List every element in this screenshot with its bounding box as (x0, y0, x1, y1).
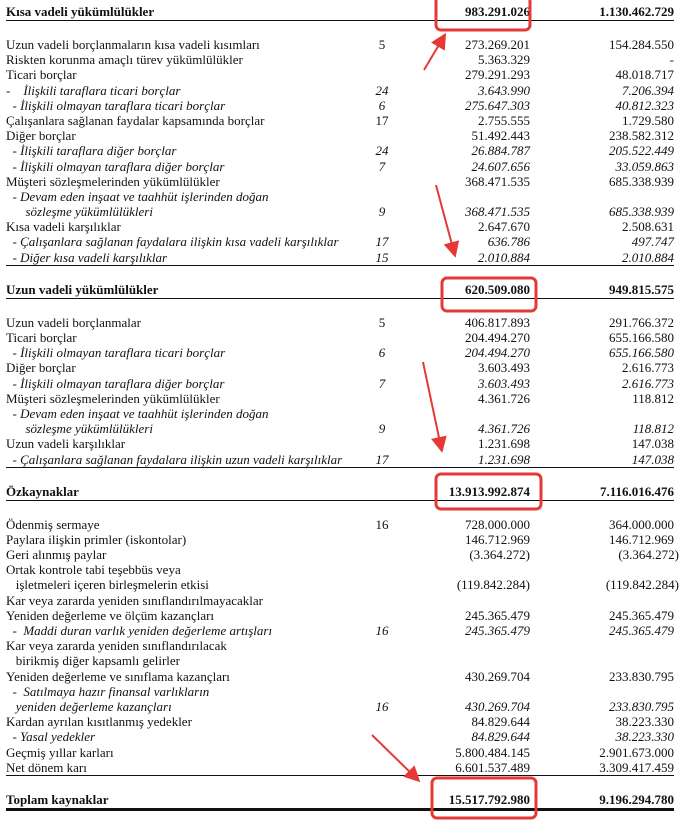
table-row (6, 174, 674, 189)
row-label: Paylara ilişkin primler (iskontolar) (6, 531, 187, 547)
table-row (6, 669, 674, 684)
current-period-value: 51.492.443 (471, 128, 530, 144)
note-number: 17 (375, 112, 389, 128)
prior-period-total: 9.196.294.780 (599, 791, 674, 807)
table-row (6, 345, 674, 360)
row-label: Geçmiş yıllar karları (6, 744, 114, 760)
note-number (361, 547, 403, 562)
row-label: - Devam eden inşaat ve taahhüt işlerinden doğan (6, 405, 269, 421)
prior-period-value (530, 684, 674, 699)
note-number: 5 (378, 314, 386, 330)
note-cell (361, 4, 403, 20)
row-label: Diğer borçlar (6, 128, 76, 144)
row-label: sözleşme yükümlülükleri (6, 204, 153, 220)
note-number (361, 330, 403, 345)
table-row (6, 608, 674, 623)
note-number: 24 (375, 82, 389, 98)
table-row (6, 204, 674, 219)
spacer (6, 776, 674, 792)
table-row (6, 593, 674, 608)
note-number (361, 128, 403, 143)
prior-period-value: 205.522.449 (609, 143, 674, 159)
prior-period-value: 1.729.580 (622, 112, 674, 128)
note-number (361, 593, 403, 608)
note-number: 9 (378, 421, 386, 437)
table-row (6, 421, 674, 436)
note-number (361, 714, 403, 729)
balance-sheet-liabilities-equity (6, 4, 679, 811)
current-period-value: 5.800.484.145 (455, 744, 530, 760)
row-label: - Devam eden inşaat ve taahhüt işlerinden doğan (6, 188, 269, 204)
spacer (6, 21, 674, 37)
prior-period-value: 3.309.417.459 (599, 759, 674, 775)
section-rows (6, 315, 674, 468)
row-label: Uzun vadeli karşılıklar (6, 436, 126, 452)
note-number (361, 577, 403, 592)
current-period-value: 1.231.698 (478, 436, 530, 452)
note-number: 16 (375, 623, 389, 638)
row-label: - İlişkili taraflara ticari borçlar (6, 82, 181, 98)
current-period-value: 1.231.698 (478, 451, 530, 467)
row-label: - İlişkili olmayan taraflara ticari borçlar (6, 345, 226, 361)
prior-period-value: 245.365.479 (609, 607, 674, 623)
current-period-value: 273.269.201 (465, 37, 530, 52)
row-label: Müşteri sözleşmelerinden yükümlülükler (6, 173, 220, 189)
note-number: 5 (378, 37, 386, 52)
row-label: Ortak kontrole tabi teşebbüs veya (6, 562, 181, 578)
current-period-value (403, 653, 530, 668)
total-row (6, 792, 674, 811)
table-row (6, 577, 679, 593)
section-title: Kısa vadeli yükümlülükler (6, 4, 155, 19)
section-title: Uzun vadeli yükümlülükler (6, 281, 159, 297)
row-label: Ticari borçlar (6, 67, 77, 83)
prior-period-value: 147.038 (631, 451, 674, 467)
table-row (6, 684, 674, 699)
prior-period-value: 685.338.939 (609, 204, 674, 220)
prior-period-value: 2.901.673.000 (599, 744, 674, 760)
note-number: 16 (375, 698, 389, 714)
current-period-value: 2.010.884 (478, 249, 530, 265)
prior-period-value: 2.508.631 (622, 219, 674, 235)
row-label: Riskten korunma amaçlı türev yükümlülükler (6, 52, 243, 68)
section-rows (6, 516, 679, 776)
prior-period-value: 238.582.312 (609, 128, 674, 144)
current-period-value: 4.361.726 (478, 390, 530, 406)
row-label: Kısa vadeli karşılıklar (6, 219, 121, 235)
prior-period-value: 146.712.969 (609, 531, 674, 547)
prior-period-value: 118.812 (632, 421, 674, 437)
current-period-value: (119.842.284) (456, 577, 530, 593)
table-row (6, 406, 674, 421)
table-row (6, 143, 674, 158)
prior-period-value: 147.038 (631, 436, 674, 452)
current-period-value: 4.361.726 (478, 421, 530, 437)
current-period-value: 2.647.670 (478, 219, 530, 235)
current-period-value: (3.364.272) (469, 547, 530, 563)
table-row (6, 517, 674, 532)
note-number (361, 360, 403, 375)
row-label: - Diğer kısa vadeli karşılıklar (6, 249, 168, 265)
prior-period-value: 233.830.795 (609, 668, 674, 684)
current-period-total: 15.517.792.980 (448, 791, 530, 807)
row-label: Diğer borçlar (6, 360, 76, 376)
current-period-value: 146.712.969 (465, 531, 530, 547)
table-row (6, 52, 674, 67)
current-period-value: 84.829.644 (471, 729, 530, 745)
current-period-value (403, 684, 530, 699)
table-row (6, 532, 674, 547)
note-number: 16 (375, 516, 389, 532)
table-row (6, 562, 674, 577)
prior-period-value: 233.830.795 (609, 698, 674, 714)
row-label: Ticari borçlar (6, 330, 77, 345)
table-row (6, 729, 674, 744)
section-rows (6, 37, 674, 266)
prior-period-value: 7.206.394 (622, 82, 674, 98)
row-label: Ödenmiş sermaye (6, 516, 100, 532)
prior-period-value: 48.018.717 (615, 67, 674, 83)
note-number (361, 638, 403, 653)
current-period-value (403, 562, 530, 577)
table-row (6, 83, 674, 98)
prior-period-total: 949.815.575 (609, 281, 674, 297)
prior-period-value: 33.059.863 (615, 158, 674, 174)
current-period-value: 3.603.493 (478, 375, 530, 391)
prior-period-value: 38.223.330 (615, 729, 674, 745)
row-label: işletmeleri içeren birleşmelerin etkisi (6, 577, 209, 593)
note-number: 7 (378, 375, 386, 391)
note-number: 15 (375, 249, 389, 265)
table-row (6, 760, 674, 775)
note-number: 7 (378, 158, 386, 174)
spacer (6, 266, 674, 282)
row-label: Yeniden değerleme ve sınıflama kazançları (6, 668, 230, 684)
prior-period-value (530, 593, 674, 608)
table-row (6, 189, 674, 204)
row-label: - Çalışanlara sağlanan faydalara ilişkin uzun vadeli karşılıklar (6, 451, 343, 467)
current-period-value: 204.494.270 (465, 345, 530, 361)
current-period-value: 279.291.293 (465, 67, 530, 83)
prior-period-value (530, 406, 674, 421)
table-row (6, 699, 674, 714)
row-label: - Maddi duran varlık yeniden değerleme artışları (6, 623, 273, 638)
table-row (6, 330, 674, 345)
note-number (361, 406, 403, 421)
current-period-value: 728.000.000 (465, 516, 530, 532)
prior-period-value: - (669, 52, 674, 68)
row-label: - Satılmaya hazır finansal varlıkların (6, 683, 210, 699)
section-title: Toplam kaynaklar (6, 791, 109, 807)
current-period-value: 245.365.479 (465, 623, 530, 638)
current-period-value: 3.643.990 (478, 82, 530, 98)
current-period-value: 3.603.493 (478, 360, 530, 376)
current-period-value: 24.607.656 (471, 158, 530, 174)
table-row (6, 452, 674, 467)
note-number (361, 729, 403, 744)
prior-period-value (530, 189, 674, 204)
note-number (361, 745, 403, 760)
table-row (6, 113, 674, 128)
prior-period-value: 40.812.323 (615, 97, 674, 113)
row-label: Uzun vadeli borçlanmalar (6, 314, 141, 330)
note-number (361, 391, 403, 406)
note-number: 24 (375, 143, 389, 159)
current-period-value (403, 593, 530, 608)
table-row (6, 219, 674, 234)
prior-period-value: 38.223.330 (615, 714, 674, 730)
current-period-value: 5.363.329 (478, 52, 530, 68)
prior-period-total: 7.116.016.476 (599, 483, 674, 499)
table-row (6, 159, 674, 174)
table-row (6, 67, 674, 82)
table-row (6, 714, 674, 729)
row-label: Net dönem karı (6, 759, 87, 775)
spacer (6, 299, 674, 315)
note-number (361, 174, 403, 189)
row-label: Çalışanlara sağlanan faydalar kapsamında borçlar (6, 112, 265, 128)
row-label: - İlişkili olmayan taraflara diğer borçlar (6, 158, 225, 174)
table-row (6, 98, 674, 113)
row-label: sözleşme yükümlülükleri (6, 421, 153, 437)
table-row (6, 376, 674, 391)
note-number (361, 189, 403, 204)
table-row (6, 234, 674, 249)
note-cell (361, 792, 403, 808)
table-row (6, 547, 679, 563)
section-title: Özkaynaklar (6, 483, 79, 499)
note-number: 17 (375, 451, 389, 467)
table-row (6, 315, 674, 330)
prior-period-value: 2.616.773 (622, 375, 674, 391)
prior-period-value: 245.365.479 (609, 623, 674, 638)
row-label: Müşteri sözleşmelerinden yükümlülükler (6, 390, 220, 406)
current-period-value: 2.755.555 (478, 112, 530, 128)
row-label: Kar veya zararda yeniden sınıflandırılmayacaklar (6, 592, 263, 608)
note-number (361, 52, 403, 67)
table-row (6, 391, 674, 406)
current-period-value: 368.471.535 (465, 204, 530, 220)
note-number: 6 (378, 345, 386, 361)
note-number (361, 653, 403, 668)
prior-period-value: 291.766.372 (609, 314, 674, 330)
prior-period-value: 685.338.939 (609, 173, 674, 189)
prior-period-value: (3.364.272) (618, 547, 679, 563)
note-number (361, 669, 403, 684)
table-row (6, 360, 674, 375)
prior-period-value: 118.812 (632, 390, 674, 406)
prior-period-total: 1.130.462.729 (599, 4, 674, 19)
spacer (6, 501, 674, 517)
current-period-value: 275.647.303 (465, 97, 530, 113)
note-number (361, 608, 403, 623)
prior-period-value: 154.284.550 (609, 37, 674, 52)
row-label: Kardan ayrılan kısıtlanmış yedekler (6, 714, 192, 730)
current-period-value: 6.601.537.489 (455, 759, 530, 775)
note-number (361, 67, 403, 82)
row-label: Yeniden değerleme ve ölçüm kazançları (6, 607, 215, 623)
prior-period-value: 2.010.884 (622, 249, 674, 265)
table-row (6, 128, 674, 143)
current-period-value: 245.365.479 (465, 607, 530, 623)
note-number (361, 760, 403, 775)
note-number (361, 684, 403, 699)
note-number: 6 (378, 97, 386, 113)
current-period-value (403, 406, 530, 421)
current-period-value: 636.786 (487, 234, 530, 250)
prior-period-value (530, 653, 674, 668)
current-period-value: 430.269.704 (465, 698, 530, 714)
prior-period-value: 364.000.000 (609, 516, 674, 532)
prior-period-value (530, 638, 674, 653)
current-period-value: 430.269.704 (465, 668, 530, 684)
note-number (361, 532, 403, 547)
note-cell (361, 282, 403, 298)
table-row (6, 638, 674, 653)
table-row (6, 623, 674, 638)
row-label: - İlişkili olmayan taraflara ticari borçlar (6, 97, 226, 113)
current-period-value: 406.817.893 (465, 314, 530, 330)
current-period-total: 13.913.992.874 (448, 483, 530, 499)
note-number (361, 562, 403, 577)
row-label: - İlişkili olmayan taraflara diğer borçlar (6, 375, 225, 391)
current-period-value: 204.494.270 (465, 330, 530, 345)
row-label: - Yasal yedekler (6, 729, 96, 745)
table-row (6, 37, 674, 52)
note-number (361, 219, 403, 234)
prior-period-value: (119.842.284) (605, 577, 679, 593)
table-row (6, 653, 674, 668)
row-label: - Çalışanlara sağlanan faydalara ilişkin kısa vadeli karşılıklar (6, 234, 339, 250)
table-row (6, 436, 674, 451)
current-period-total: 983.291.026 (465, 4, 530, 19)
section-header (6, 484, 674, 501)
row-label: - İlişkili taraflara diğer borçlar (6, 143, 177, 159)
note-number (361, 436, 403, 451)
current-period-total: 620.509.080 (465, 281, 530, 297)
note-number: 17 (375, 234, 389, 250)
prior-period-value: 497.747 (631, 234, 674, 250)
row-label: birikmiş diğer kapsamlı gelirler (6, 653, 181, 669)
prior-period-value: 2.616.773 (622, 360, 674, 376)
row-label: yeniden değerleme kazançları (6, 698, 172, 714)
table-row (6, 250, 674, 265)
table-row (6, 745, 674, 760)
row-label: Geri alınmış paylar (6, 547, 107, 563)
row-label: Kar veya zararda yeniden sınıflandırılacak (6, 638, 227, 654)
row-label: Uzun vadeli borçlanmaların kısa vadeli kısımları (6, 37, 260, 52)
current-period-value: 368.471.535 (465, 173, 530, 189)
current-period-value (403, 638, 530, 653)
spacer (6, 468, 674, 484)
current-period-value (403, 189, 530, 204)
current-period-value: 84.829.644 (471, 714, 530, 730)
section-header (6, 4, 674, 21)
prior-period-value: 655.166.580 (609, 330, 674, 345)
note-cell (361, 484, 403, 500)
section-header (6, 282, 674, 299)
note-number: 9 (378, 204, 386, 220)
prior-period-value (530, 562, 674, 577)
prior-period-value: 655.166.580 (609, 345, 674, 361)
current-period-value: 26.884.787 (471, 143, 530, 159)
